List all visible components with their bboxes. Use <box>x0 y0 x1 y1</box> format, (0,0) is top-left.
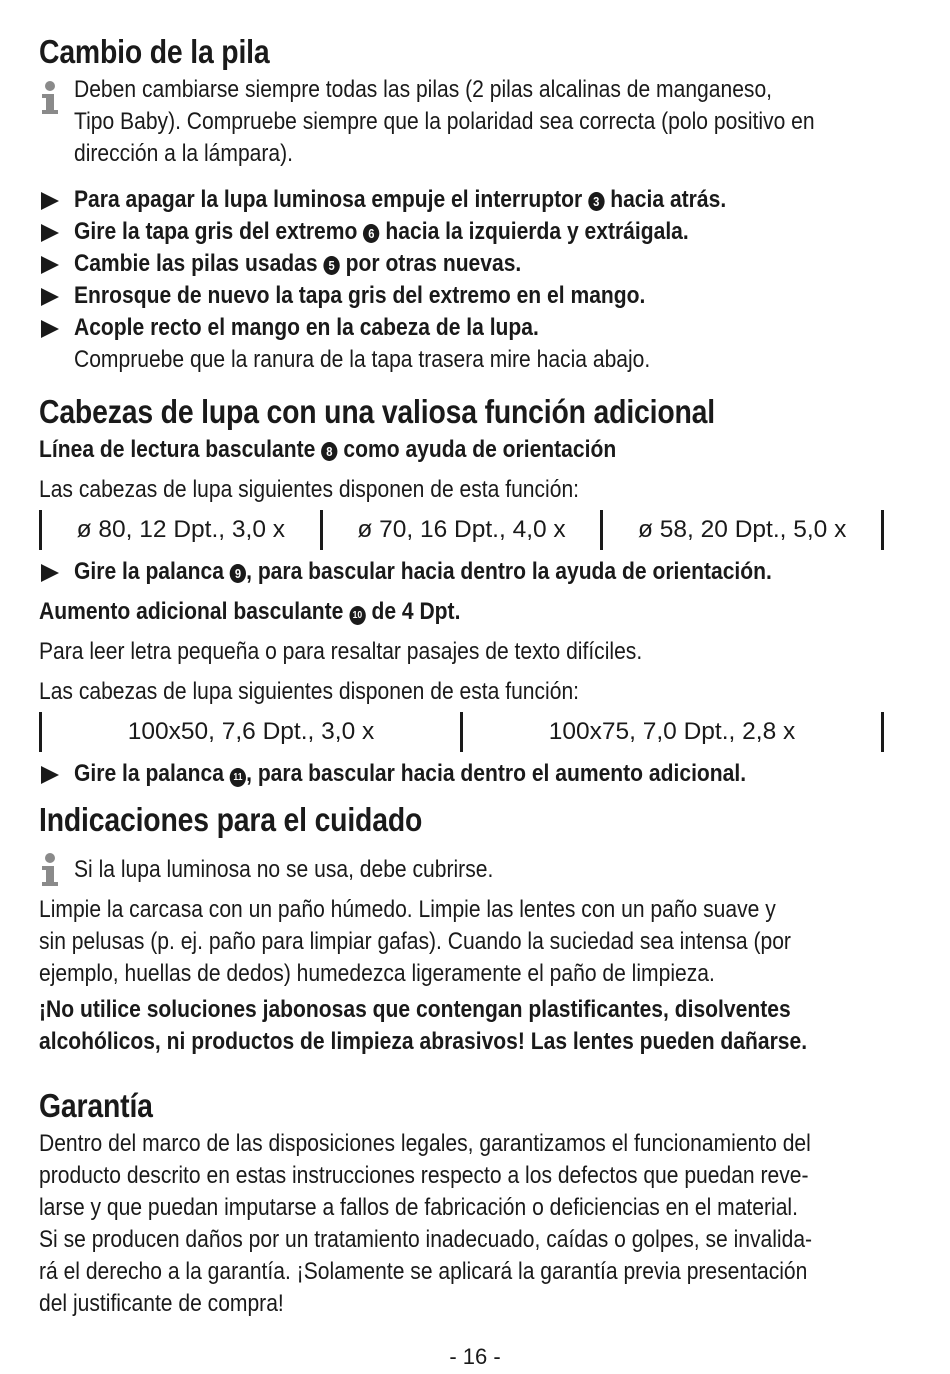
battery-info-note <box>39 74 884 170</box>
step-text: por otras nuevas. <box>339 250 522 277</box>
reading-line-intro: Las cabezas de lupa siguientes disponen de esta función: <box>39 476 580 503</box>
extra-zoom-subtitle: Aumento adicional basculante 10 de 4 Dpt. <box>39 598 461 625</box>
extra-zoom-desc: Para leer letra pequeña o para resaltar pasajes de texto difíciles. <box>39 638 643 665</box>
arrow-right-icon <box>41 766 59 784</box>
info-icon <box>39 853 61 887</box>
battery-steps <box>39 184 884 376</box>
reading-line-specs <box>39 510 884 550</box>
arrow-right-icon <box>41 320 59 338</box>
arrow-right-icon <box>41 564 59 582</box>
care-warning-line: alcohólicos, ni productos de limpieza abrasivos! Las lentes pueden dañarse. <box>39 1028 808 1055</box>
arrow-right-icon <box>41 288 59 306</box>
step-text: Enrosque de nuevo la tapa gris del extremo en el mango. <box>74 282 646 309</box>
number-badge: 5 <box>323 256 339 275</box>
warranty-line: rá el derecho a la garantía. ¡Solamente se aplicará la garantía previa presentación <box>39 1258 808 1285</box>
number-badge: 6 <box>363 224 379 243</box>
care-body-line: ejemplo, huellas de dedos) humedezca ligeramente el paño de limpieza. <box>39 960 715 987</box>
care-body-line: Limpie la carcasa con un paño húmedo. Limpie las lentes con un paño suave y <box>39 896 776 923</box>
manual-page <box>39 30 884 1320</box>
page-number: - 16 - <box>449 1344 501 1369</box>
step-item: Gire la palanca 9 , para bascular hacia dentro la ayuda de orientación. <box>39 556 884 588</box>
care-warning-line: ¡No utilice soluciones jabonosas que contengan plastificantes, disolventes <box>39 996 791 1023</box>
step-text: Gire la tapa gris del extremo <box>74 218 364 245</box>
care-body-line: sin pelusas (p. ej. paño para limpiar gafas). Cuando la suciedad sea intensa (por <box>39 928 791 955</box>
note-line: dirección a la lámpara). <box>74 140 294 167</box>
battery-section <box>39 30 884 376</box>
note-line: Deben cambiarse siempre todas las pilas (2 pilas alcalinas de manganeso, <box>74 76 773 103</box>
heads-section <box>39 390 884 790</box>
reading-line-subtitle: Línea de lectura basculante 8 como ayuda de orientación <box>39 436 617 463</box>
step-item <box>39 312 884 344</box>
care-section <box>39 798 884 1058</box>
spec-cell: 100x50, 7,6 Dpt., 3,0 x <box>42 712 463 752</box>
care-title: Indicaciones para el cuidado <box>39 801 423 838</box>
extra-zoom-intro: Las cabezas de lupa siguientes disponen de esta función: <box>39 678 580 705</box>
step-item <box>39 248 884 280</box>
arrow-right-icon <box>41 256 59 274</box>
spec-cell: ø 80, 12 Dpt., 3,0 x <box>42 510 323 550</box>
arrow-right-icon <box>41 192 59 210</box>
heads-title: Cabezas de lupa con una valiosa función adicional <box>39 393 716 430</box>
number-badge: 3 <box>588 192 604 211</box>
extra-zoom-specs <box>39 712 884 752</box>
warranty-line: del justificante de compra! <box>39 1290 284 1317</box>
number-badge: 9 <box>230 564 246 583</box>
warranty-line: Dentro del marco de las disposiciones legales, garantizamos el funcionamiento del <box>39 1130 811 1157</box>
number-badge: 8 <box>321 442 337 461</box>
warranty-section <box>39 1084 884 1320</box>
step-text: Cambie las pilas usadas <box>74 250 324 277</box>
warranty-title: Garantía <box>39 1087 153 1124</box>
step-item <box>39 184 884 216</box>
battery-title: Cambio de la pila <box>39 33 270 70</box>
number-badge: 11 <box>230 768 246 787</box>
spec-cell: ø 58, 20 Dpt., 5,0 x <box>603 510 884 550</box>
care-note: Si la lupa luminosa no se usa, debe cubrirse. <box>74 856 494 883</box>
step-item <box>39 280 884 312</box>
spec-cell: 100x75, 7,0 Dpt., 2,8 x <box>463 712 884 752</box>
step-text: hacia atrás. <box>604 186 727 213</box>
step-item <box>39 216 884 248</box>
care-info-note <box>39 842 884 886</box>
spec-cell: ø 70, 16 Dpt., 4,0 x <box>323 510 604 550</box>
number-badge: 10 <box>349 606 365 625</box>
step-text: hacia la izquierda y extráigala. <box>379 218 689 245</box>
warranty-line: producto descrito en estas instrucciones respecto a los defectos que puedan reve- <box>39 1162 809 1189</box>
arrow-right-icon <box>41 224 59 242</box>
step-text: Para apagar la lupa luminosa empuje el interruptor <box>74 186 589 213</box>
step-item: Gire la palanca 11 , para bascular hacia dentro el aumento adicional. <box>39 758 884 790</box>
warranty-line: larse y que puedan imputarse a fallos de fabricación o deficiencias en el material. <box>39 1194 798 1221</box>
step-followup: Compruebe que la ranura de la tapa trasera mire hacia abajo. <box>74 346 651 373</box>
info-icon <box>39 81 61 115</box>
note-line: Tipo Baby). Compruebe siempre que la polaridad sea correcta (polo positivo en <box>74 108 815 135</box>
step-text: Acople recto el mango en la cabeza de la lupa. <box>74 314 539 341</box>
warranty-line: Si se producen daños por un tratamiento inadecuado, caídas o golpes, se invalida- <box>39 1226 813 1253</box>
